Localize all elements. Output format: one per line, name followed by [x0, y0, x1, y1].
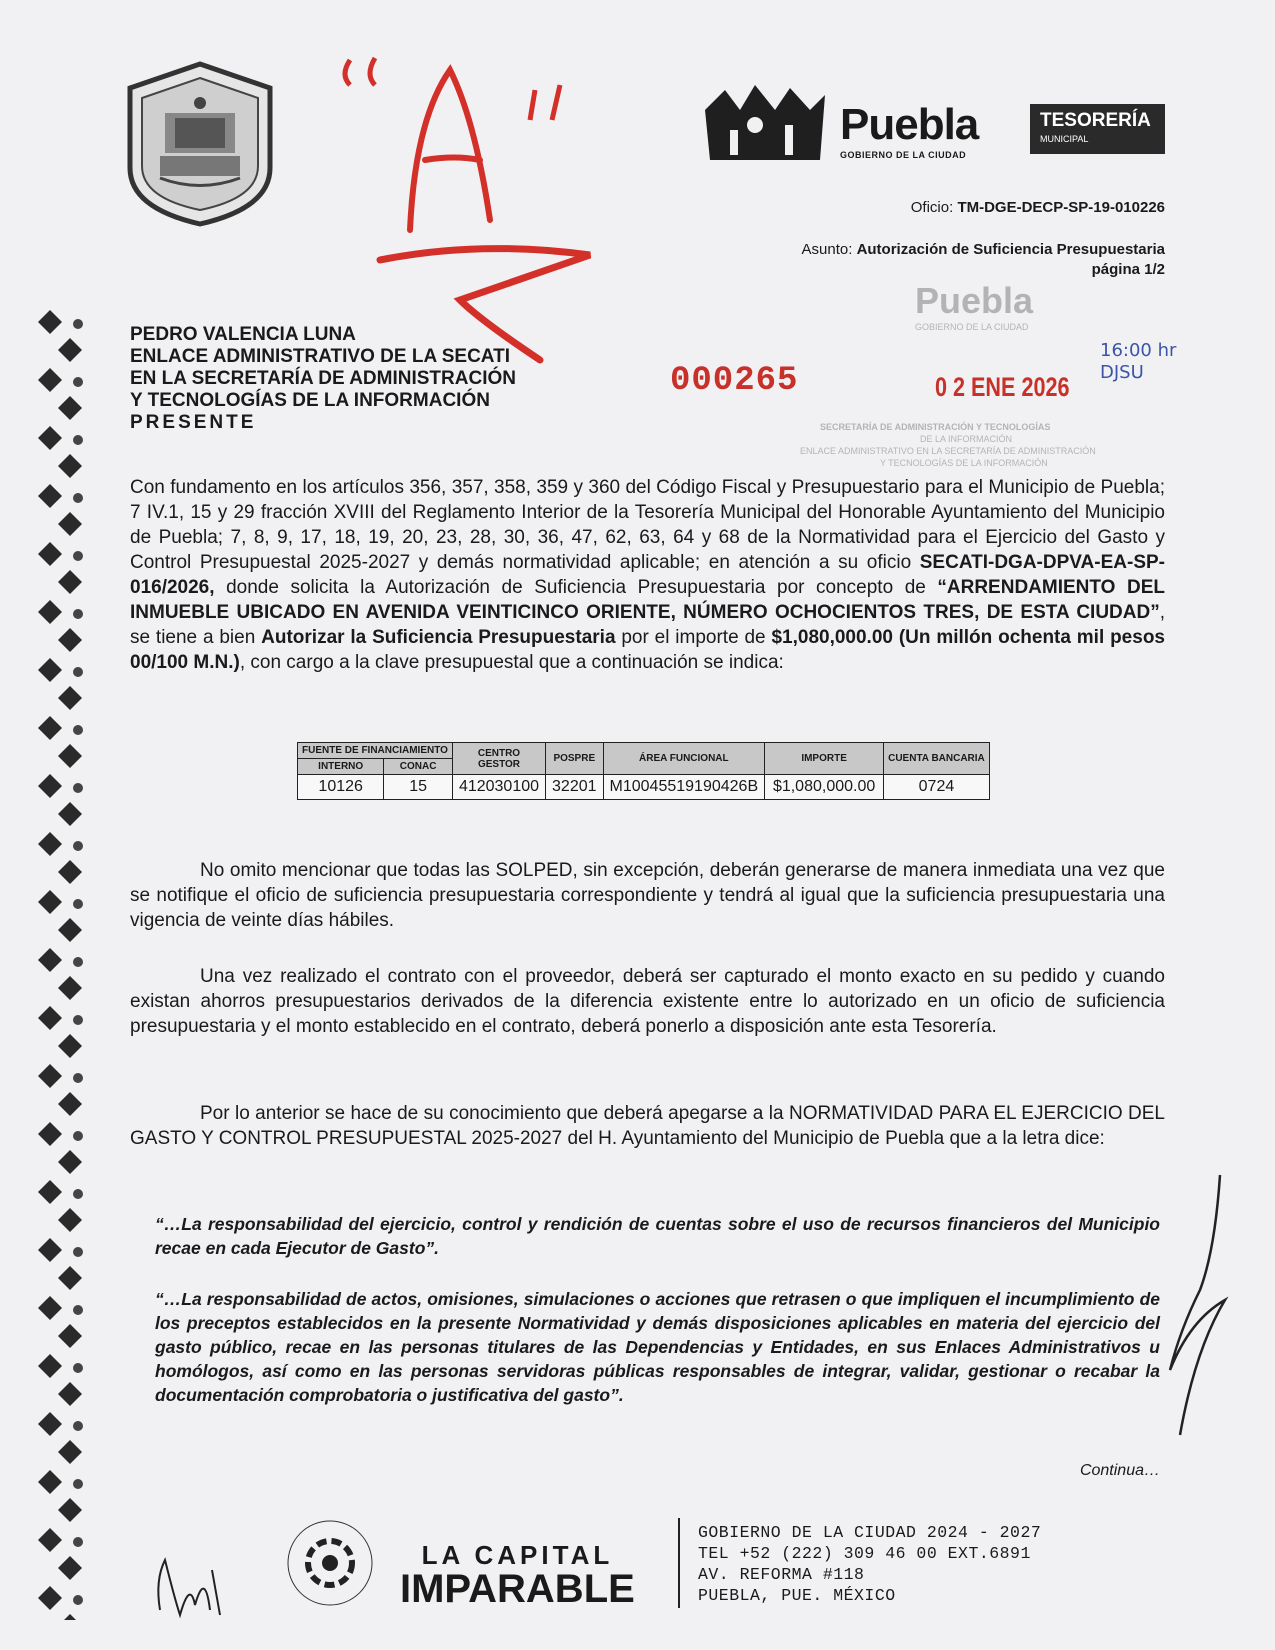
th-conac: CONAC: [384, 759, 453, 775]
cell-importe: $1,080,000.00: [765, 775, 884, 800]
equality-certification-badge: [285, 1518, 375, 1608]
th-interno: INTERNO: [298, 759, 384, 775]
handwritten-initial-mark: [1160, 1170, 1230, 1440]
puebla-emblem-icon: [700, 80, 830, 165]
th-importe: IMPORTE: [765, 743, 884, 775]
oficio-value: TM-DGE-DECP-SP-19-010226: [957, 199, 1165, 216]
footer-phone: TEL +52 (222) 309 46 00 EXT.6891: [698, 1544, 1031, 1563]
p1-text3: , se tiene a bien: [130, 602, 1165, 648]
footer-divider: [678, 1518, 680, 1608]
p1-oficio-ref: SECATI-DGA-DPVA-EA-SP-016/2026,: [130, 552, 1165, 598]
received-initials: DJSU: [1100, 362, 1144, 383]
footer-city: PUEBLA, PUE. MÉXICO: [698, 1586, 896, 1605]
stamp-line1: SECRETARÍA DE ADMINISTRACIÓN Y TECNOLOGÍAS: [820, 422, 1051, 432]
p1-text5: , con cargo a la clave presupuestal que a continuación se indica:: [239, 652, 784, 673]
cell-conac: 15: [384, 775, 453, 800]
recipient-block: [130, 324, 516, 434]
budget-table: [297, 742, 990, 800]
th-fuente: FUENTE DE FINANCIAMIENTO: [298, 743, 453, 759]
stamp-logo: Puebla: [915, 280, 1034, 321]
paragraph-contrato: Una vez realizado el contrato con el proveedor, deberá ser capturado el monto exacto en su pedido y cuando existan ahorros presupuestarios derivados de la diferencia existente entre lo autorizado en un oficio de suficiencia presupuestaria y el monto establecido en el contrato, deberá ponerlo a disposición ante esta Tesorería.: [130, 966, 1165, 1037]
capital-line2: IMPARABLE: [400, 1567, 635, 1611]
stamp-line2: DE LA INFORMACIÓN: [920, 434, 1013, 444]
oficio-label: Oficio:: [910, 199, 954, 216]
tesoreria-title: TESORERÍA: [1040, 110, 1151, 131]
handwritten-signature: [150, 1540, 230, 1620]
p1-autorizar: Autorizar la Suficiencia Presupuestaria: [261, 627, 616, 648]
presente: PRESENTE: [130, 412, 257, 433]
tesoreria-badge: [1030, 104, 1165, 154]
table-header-row: [298, 743, 990, 759]
la-capital-imparable-logo: [400, 1540, 635, 1611]
th-cuenta-bancaria: CUENTA BANCARIA: [884, 743, 990, 775]
puebla-logo: [700, 70, 1170, 170]
tesoreria-subtitle: MUNICIPAL: [1040, 134, 1089, 144]
p1-text2: donde solicita la Autorización de Suficiencia Presupuestaria por concepto de: [214, 577, 938, 598]
stamp-line3: ENLACE ADMINISTRATIVO EN LA SECRETARÍA DE ADMINISTRACIÓN: [800, 446, 1096, 456]
recipient-title-1: ENLACE ADMINISTRATIVO DE LA SECATI: [130, 346, 510, 367]
stamp-line4: Y TECNOLOGÍAS DE LA INFORMACIÓN: [880, 458, 1048, 468]
table-row: [298, 775, 990, 800]
paragraph-solped: No omito mencionar que todas las SOLPED, sin excepción, deberán generarse de manera inmediata una vez que se notifique el oficio de suficiencia presupuestaria correspondiente y tendrá al igual que la suficiencia presupuestaria una vigencia de veinte días hábiles.: [130, 860, 1165, 931]
p1-text4: por el importe de: [615, 627, 772, 648]
oficio-number: [911, 199, 1165, 216]
decorative-border-pattern: [30, 300, 92, 1620]
logo-subtitle: GOBIERNO DE LA CIUDAD: [840, 150, 967, 160]
cell-area-funcional: M10045519190426B: [603, 775, 765, 800]
th-area-funcional: ÁREA FUNCIONAL: [603, 743, 765, 775]
asunto-label: Asunto:: [801, 241, 853, 258]
handwritten-time: [1100, 340, 1176, 384]
footer-gov: GOBIERNO DE LA CIUDAD 2024 - 2027: [698, 1523, 1042, 1542]
asunto-value: Autorización de Suficiencia Presupuestaria: [856, 241, 1165, 258]
p1-text1: Con fundamento en los artículos 356, 357, 358, 359 y 360 del Código Fiscal y Presupuestario para el Municipio de Puebla; 7 IV.1, 15 y 29 fracción XVIII del Reglamento Interior de la Tesorería Municipal del Honorable Ayuntamiento del Municipio de Puebla; 7, 8, 9, 17, 18, 19, 20, 23, 28, 30, 36, 47, 62, 63, 64 y 68 de la Normatividad para el Ejercicio del Gasto y Control Presupuestal 2025-2027 y demás normatividad aplicable; en atención a su oficio: [130, 477, 1165, 573]
received-time: 16:00 hr: [1100, 340, 1177, 361]
cell-pospre: 32201: [546, 775, 604, 800]
p1-concepto: “ARRENDAMIENTO DEL INMUEBLE UBICADO EN AVENIDA VEINTICINCO ORIENTE, NÚMERO OCHOCIENTOS TRES, DE ESTA CIUDAD”: [130, 577, 1165, 623]
th-pospre: POSPRE: [546, 743, 604, 775]
asunto: [802, 240, 1165, 280]
page-indicator: página 1/2: [1091, 261, 1165, 278]
recipient-name: PEDRO VALENCIA LUNA: [130, 324, 356, 345]
stamp-logo-sub: GOBIERNO DE LA CIUDAD: [915, 322, 1029, 332]
p1-importe: $1,080,000.00 (Un millón ochenta mil pesos 00/100 M.N.): [130, 627, 1165, 673]
quote-responsabilidad-actos: “…La responsabilidad de actos, omisiones, simulaciones o acciones que retrasen o que impliquen el incumplimiento de los preceptos establecidos en la presente Normatividad y demás disposiciones aplicables en materia del ejercicio del gasto público, recae en las personas titulares de las Dependencias y Entidades, en sus Enlaces Administrativos u homólogos, así como en las personas servidoras públicas responsables de integrar, validar, gestionar o recabar la documentación comprobatoria o justificativa del gasto”.: [155, 1289, 1160, 1405]
city-seal-logo: [120, 58, 280, 228]
paragraph-fundamento: [130, 475, 1165, 675]
logo-wordmark: Puebla: [840, 100, 979, 149]
paragraph-normatividad: Por lo anterior se hace de su conocimiento que deberá apegarse a la NORMATIVIDAD PARA EL EJERCICIO DEL GASTO Y CONTROL PRESUPUESTAL 2025-2027 del H. Ayuntamiento del Municipio de Puebla que a la letra dice:: [130, 1103, 1165, 1149]
continua-note: Continua…: [1079, 1462, 1160, 1479]
th-centro-gestor: CENTRO GESTOR: [452, 743, 545, 775]
footer-street: AV. REFORMA #118: [698, 1565, 865, 1584]
cell-cuenta-bancaria: 0724: [884, 775, 990, 800]
capital-line1: LA CAPITAL: [421, 1540, 614, 1570]
footer-address: [698, 1522, 1041, 1606]
cell-centro-gestor: 412030100: [452, 775, 545, 800]
date-stamp: 0 2 ENE 2026: [935, 372, 1070, 402]
recipient-title-3: Y TECNOLOGÍAS DE LA INFORMACIÓN: [130, 390, 490, 411]
cell-interno: 10126: [298, 775, 384, 800]
folio-stamp: 000265: [670, 362, 799, 400]
quote-responsabilidad-ejercicio: “…La responsabilidad del ejercicio, control y rendición de cuentas sobre el uso de recursos financieros del Municipio recae en cada Ejecutor de Gasto”.: [155, 1214, 1160, 1258]
recipient-title-2: EN LA SECRETARÍA DE ADMINISTRACIÓN: [130, 368, 516, 389]
